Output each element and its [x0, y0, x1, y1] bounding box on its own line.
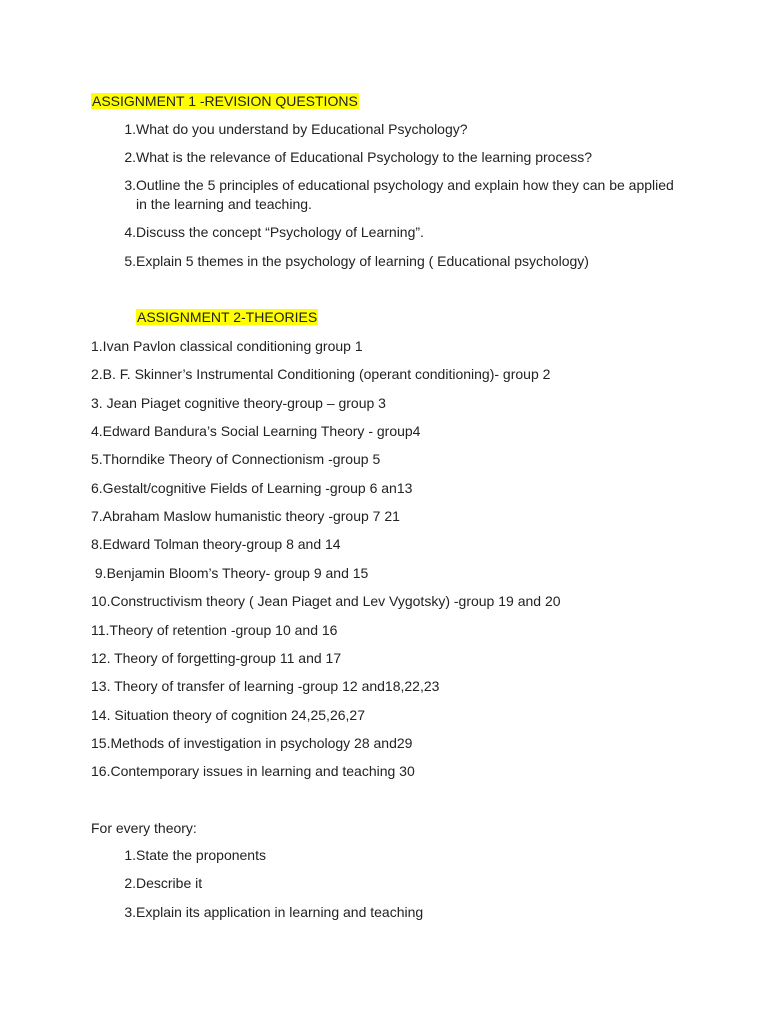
theory-item: 3. Jean Piaget cognitive theory-group – group 3	[91, 395, 386, 411]
step-number: 2.	[124, 875, 136, 891]
assignment1-heading-text: ASSIGNMENT 1 -REVISION QUESTIONS	[92, 93, 358, 109]
theory-item: 4.Edward Bandura’s Social Learning Theory - group4	[91, 423, 421, 439]
step-text: State the proponents	[136, 847, 266, 863]
theory-item: 5.Thorndike Theory of Connectionism -group 5	[91, 451, 381, 467]
question-item	[112, 121, 732, 139]
assignment2-heading-text: ASSIGNMENT 2-THEORIES	[137, 309, 318, 325]
question-text: Outline the 5 principles of educational psychology and explain how they can be applied	[136, 177, 674, 193]
theory-item: 15.Methods of investigation in psychology 28 and29	[91, 735, 413, 751]
step-text: Explain its application in learning and teaching	[136, 904, 424, 920]
theory-item: 10.Constructivism theory ( Jean Piaget and Lev Vygotsky) -group 19 and 20	[91, 593, 561, 609]
theory-item: 1.Ivan Pavlon classical conditioning group 1	[91, 338, 363, 354]
question-number: 4.	[124, 224, 136, 240]
question-text: Explain 5 themes in the psychology of learning ( Educational psychology)	[136, 253, 589, 269]
instruction-step	[112, 875, 732, 893]
question-number: 1.	[124, 121, 136, 137]
step-number: 3.	[124, 904, 136, 920]
theory-item: 11.Theory of retention -group 10 and 16	[91, 622, 338, 638]
theory-item: 16.Contemporary issues in learning and teaching 30	[91, 763, 415, 779]
step-number: 1.	[124, 847, 136, 863]
theory-item: 14. Situation theory of cognition 24,25,26,27	[91, 707, 365, 723]
theory-item: 9.Benjamin Bloom’s Theory- group 9 and 15	[91, 565, 369, 581]
question-text-continued: in the learning and teaching.	[136, 196, 312, 212]
question-item	[112, 149, 732, 167]
step-text: Describe it	[136, 875, 203, 891]
question-text: Discuss the concept “Psychology of Learning”.	[136, 224, 424, 240]
question-text: What is the relevance of Educational Psychology to the learning process?	[136, 149, 593, 165]
question-number: 2.	[124, 149, 136, 165]
theory-item: 13. Theory of transfer of learning -group 12 and18,22,23	[91, 678, 440, 694]
question-number: 3.	[124, 177, 136, 193]
question-item	[112, 224, 732, 242]
instruction-step	[112, 847, 732, 865]
instruction-step	[112, 904, 732, 922]
question-item	[112, 253, 732, 271]
question-item	[112, 177, 732, 215]
question-text: What do you understand by Educational Psychology?	[136, 121, 468, 137]
assignment1-heading	[91, 92, 359, 110]
instructions-intro: For every theory:	[91, 820, 197, 836]
theory-item: 2.B. F. Skinner’s Instrumental Conditioning (operant conditioning)- group 2	[91, 366, 551, 382]
theory-item: 12. Theory of forgetting-group 11 and 17	[91, 650, 342, 666]
theory-item: 8.Edward Tolman theory-group 8 and 14	[91, 536, 341, 552]
assignment2-heading	[136, 308, 318, 326]
theory-item: 7.Abraham Maslow humanistic theory -group 7 21	[91, 508, 400, 524]
theory-item: 6.Gestalt/cognitive Fields of Learning -group 6 an13	[91, 480, 413, 496]
question-number: 5.	[124, 253, 136, 269]
